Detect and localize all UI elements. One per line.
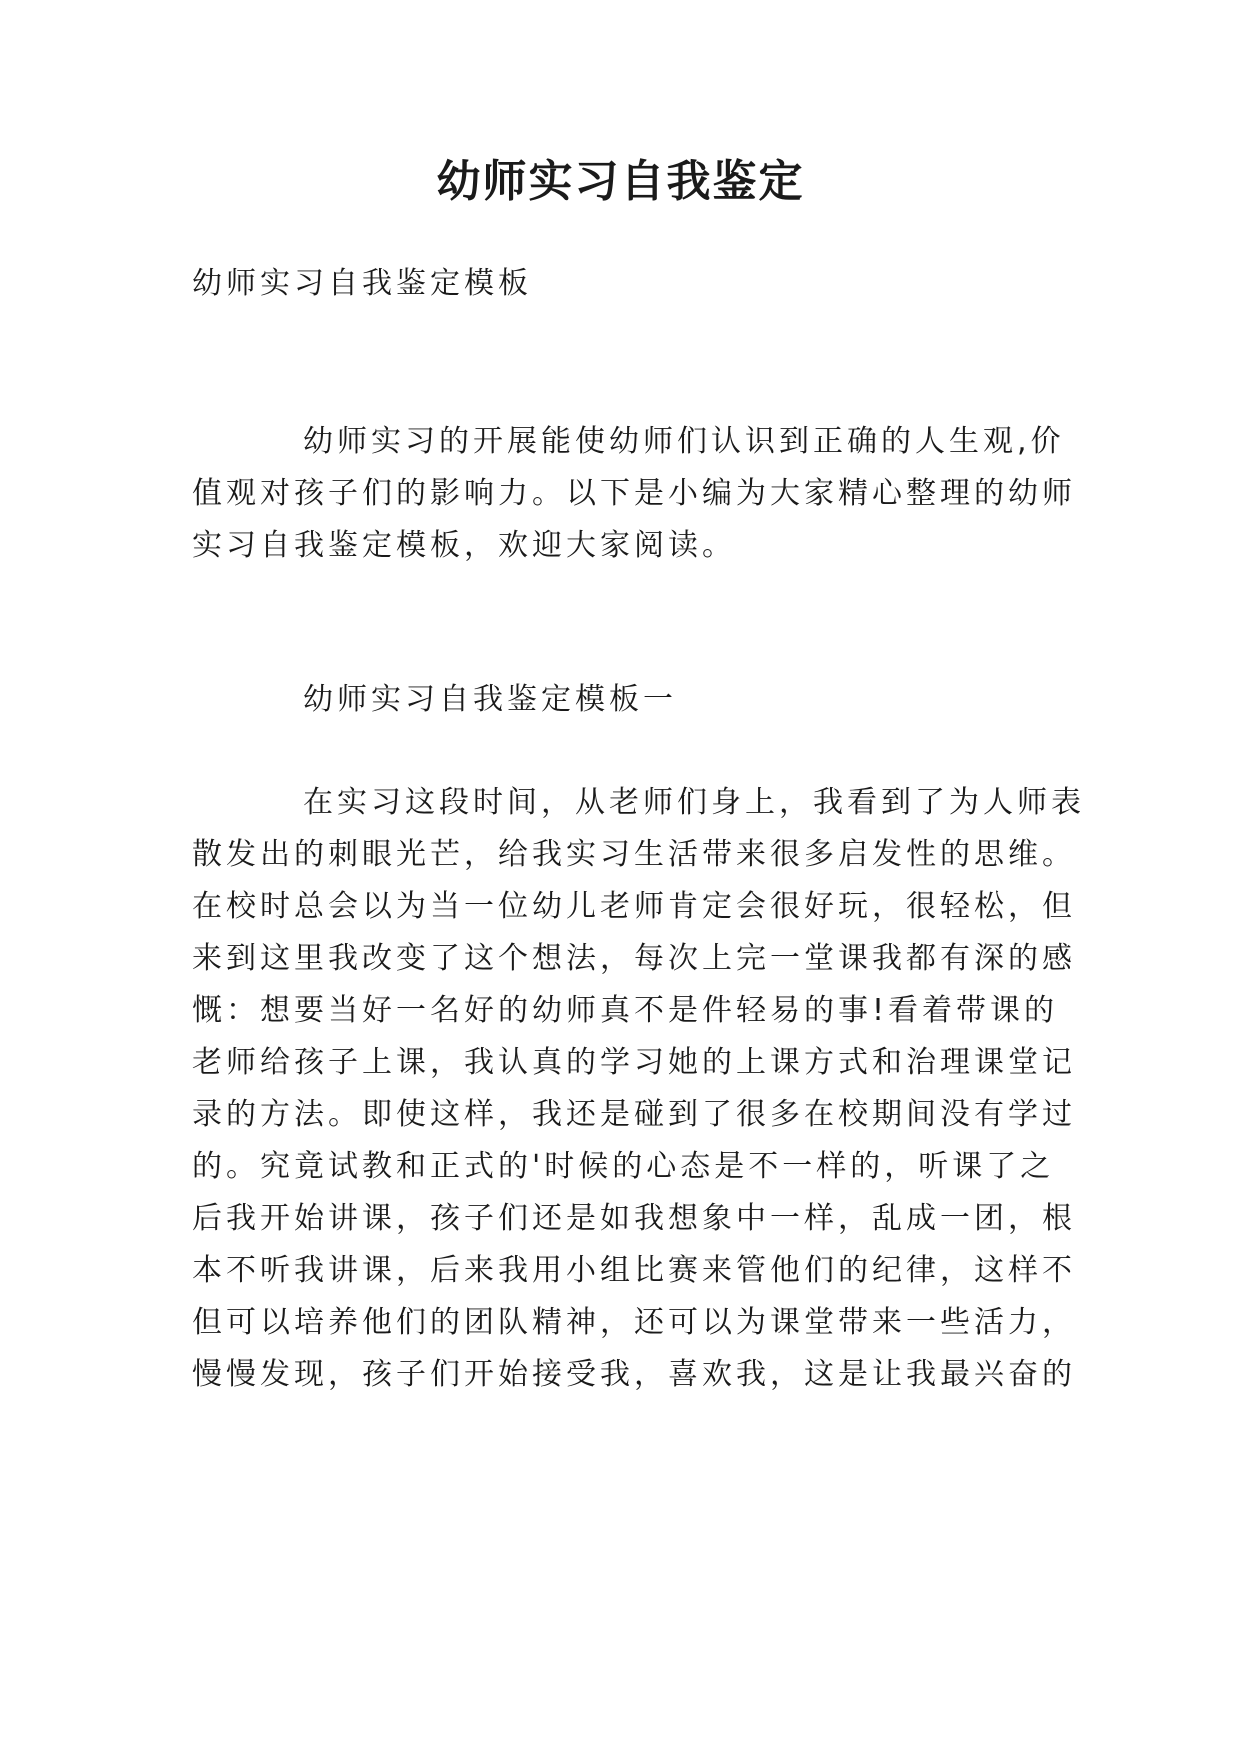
document-title: 幼师实习自我鉴定 <box>436 156 805 207</box>
body-line: 在校时总会以为当一位幼儿老师肯定会很好玩，很轻松，但 <box>192 889 1076 924</box>
body-line: 录的方法。即使这样，我还是碰到了很多在校期间没有学过 <box>192 1097 1076 1132</box>
body-line: 但可以培养他们的团队精神，还可以为课堂带来一些活力， <box>192 1305 1076 1340</box>
intro-line: 幼师实习的开展能使幼师们认识到正确的人生观,价 <box>303 424 1065 459</box>
body-line: 来到这里我改变了这个想法，每次上完一堂课我都有深的感 <box>192 941 1076 976</box>
intro-line: 实习自我鉴定模板，欢迎大家阅读。 <box>192 528 736 563</box>
body-line: 后我开始讲课，孩子们还是如我想象中一样，乱成一团，根 <box>192 1201 1076 1236</box>
intro-line: 值观对孩子们的影响力。以下是小编为大家精心整理的幼师 <box>192 476 1076 511</box>
document-subtitle: 幼师实习自我鉴定模板 <box>192 266 532 301</box>
section-heading: 幼师实习自我鉴定模板一 <box>303 682 677 717</box>
body-line: 慨：想要当好一名好的幼师真不是件轻易的事!看着带课的 <box>192 993 1059 1028</box>
body-line: 散发出的刺眼光芒，给我实习生活带来很多启发性的思维。 <box>192 837 1076 872</box>
body-line: 老师给孩子上课，我认真的学习她的上课方式和治理课堂记 <box>192 1045 1076 1080</box>
body-line: 的。究竟试教和正式的'时候的心态是不一样的，听课了之 <box>192 1149 1055 1184</box>
body-line: 在实习这段时间，从老师们身上，我看到了为人师表 <box>303 785 1085 820</box>
body-line: 慢慢发现，孩子们开始接受我，喜欢我，这是让我最兴奋的 <box>192 1357 1076 1392</box>
body-line: 本不听我讲课，后来我用小组比赛来管他们的纪律，这样不 <box>192 1253 1076 1288</box>
